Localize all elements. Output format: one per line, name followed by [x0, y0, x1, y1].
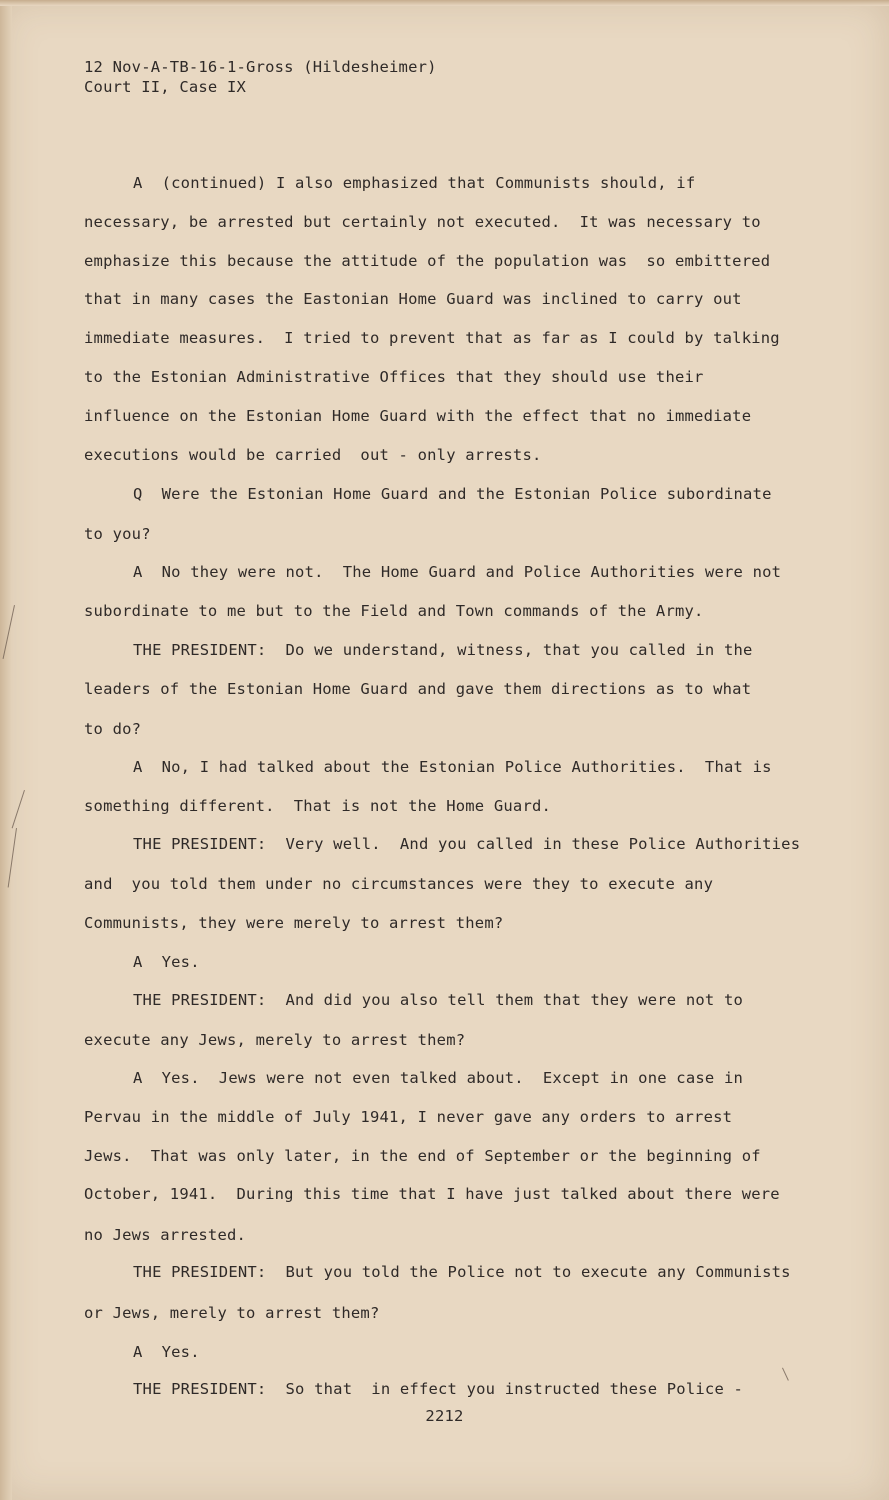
transcript-line: Communists, they were merely to arrest them?	[84, 914, 504, 932]
transcript-line: immediate measures. I tried to prevent that as far as I could by talking	[84, 329, 780, 347]
transcript-line: THE PRESIDENT: Very well. And you called in these Police Authorities	[133, 835, 801, 853]
transcript-line: or Jews, merely to arrest them?	[84, 1304, 380, 1322]
transcript-line: A Yes.	[133, 953, 200, 971]
transcript-line: to the Estonian Administrative Offices that they should use their	[84, 368, 704, 386]
transcript-line: something different. That is not the Home Guard.	[84, 797, 552, 815]
transcript-line: executions would be carried out - only arrests.	[84, 446, 542, 464]
transcript-line: necessary, be arrested but certainly not executed. It was necessary to	[84, 213, 761, 231]
header-court: Court II, Case IX	[84, 78, 247, 96]
transcript-line: leaders of the Estonian Home Guard and gave them directions as to what	[84, 680, 752, 698]
transcript-line: that in many cases the Eastonian Home Guard was inclined to carry out	[84, 290, 742, 308]
transcript-line: no Jews arrested.	[84, 1226, 247, 1244]
transcript-line: to do?	[84, 720, 142, 738]
transcript-line: THE PRESIDENT: Do we understand, witness, that you called in the	[133, 641, 753, 659]
transcript-line: Pervau in the middle of July 1941, I never gave any orders to arrest	[84, 1108, 733, 1126]
transcript-line: October, 1941. During this time that I have just talked about there were	[84, 1185, 780, 1203]
transcript-line: A No they were not. The Home Guard and Police Authorities were not	[133, 563, 782, 581]
paper-left-edge	[0, 0, 12, 1500]
transcript-line: A Yes.	[133, 1343, 200, 1361]
transcript-line: A Yes. Jews were not even talked about. Except in one case in	[133, 1069, 744, 1087]
transcript-line: Q Were the Estonian Home Guard and the Estonian Police subordinate	[133, 485, 772, 503]
transcript-line: THE PRESIDENT: And did you also tell them that they were not to	[133, 991, 744, 1009]
transcript-line: influence on the Estonian Home Guard with the effect that no immediate	[84, 407, 752, 425]
transcript-line: A (continued) I also emphasized that Communists should, if	[133, 174, 696, 192]
paper-scratch-mark	[12, 790, 25, 828]
transcript-line: THE PRESIDENT: But you told the Police not to execute any Communists	[133, 1263, 791, 1281]
header-case-id: 12 Nov-A-TB-16-1-Gross (Hildesheimer)	[84, 58, 437, 76]
page-number: 2212	[425, 1407, 464, 1425]
transcript-line: and you told them under no circumstances were they to execute any	[84, 875, 714, 893]
transcript-line: execute any Jews, merely to arrest them?	[84, 1031, 466, 1049]
transcript-line: to you?	[84, 525, 151, 543]
transcript-line: emphasize this because the attitude of the population was so embittered	[84, 252, 771, 270]
transcript-line: Jews. That was only later, in the end of September or the beginning of	[84, 1147, 761, 1165]
transcript-line: subordinate to me but to the Field and Town commands of the Army.	[84, 602, 704, 620]
paper-top-edge	[0, 0, 889, 6]
transcript-line: A No, I had talked about the Estonian Police Authorities. That is	[133, 758, 772, 776]
transcript-line: THE PRESIDENT: So that in effect you instructed these Police -	[133, 1380, 744, 1398]
paper-scratch-mark	[782, 1368, 789, 1381]
